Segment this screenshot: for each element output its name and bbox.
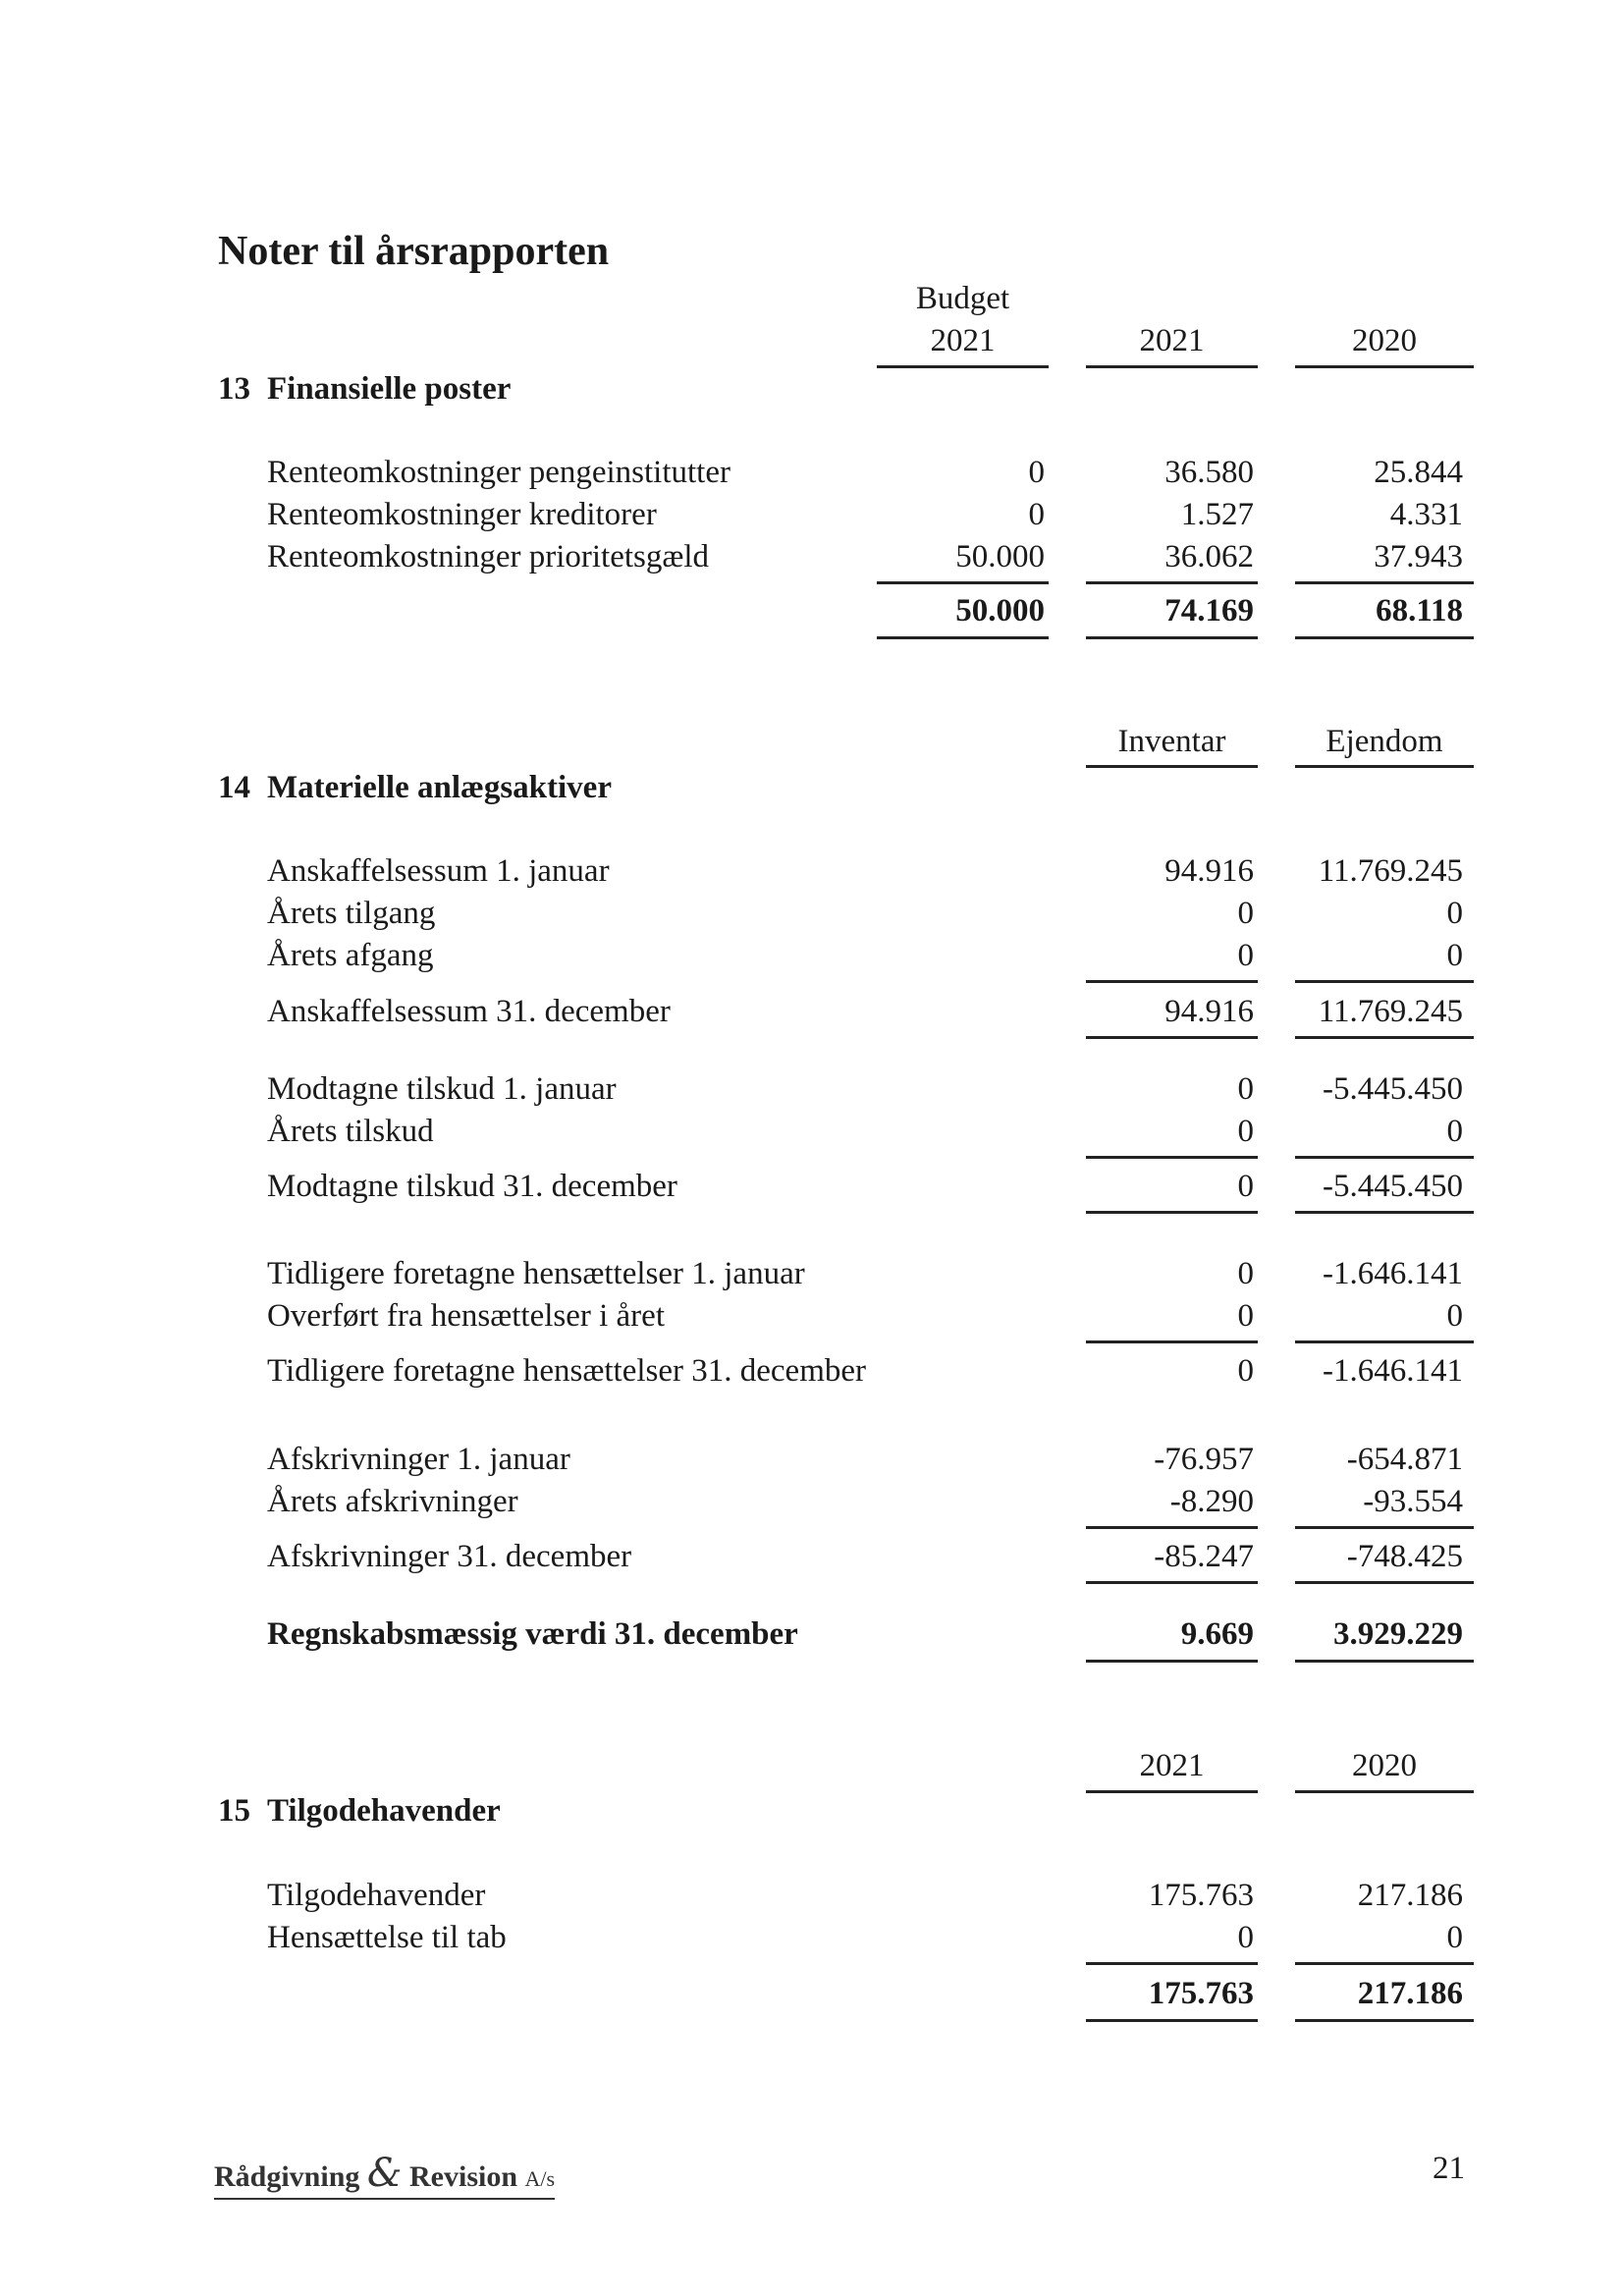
total-label: Regnskabsmæssig værdi 31. december [267, 1616, 798, 1652]
row-value-2020: 37.943 [1374, 539, 1463, 574]
subtotal-rule [1086, 1962, 1258, 1965]
total-rule [1086, 636, 1258, 639]
row-label: Tidligere foretagne hensættelser 1. januar [267, 1256, 805, 1291]
total-inventar: 9.669 [1180, 1616, 1254, 1652]
row-value-ejendom: -1.646.141 [1323, 1256, 1463, 1291]
row-value-inventar: 0 [1237, 896, 1254, 931]
header-rule [1086, 765, 1258, 768]
row-value-inventar: -76.957 [1154, 1442, 1254, 1477]
row-value-2021: 0 [1237, 1920, 1254, 1955]
row-value-inventar: 0 [1237, 1114, 1254, 1149]
subtotal-rule [1295, 1962, 1474, 1965]
note-heading: Tilgodehavender [267, 1793, 501, 1829]
row-value-2020: 25.844 [1374, 455, 1463, 490]
row-value-budget: 0 [1028, 497, 1045, 532]
row-value-ejendom: -5.445.450 [1323, 1169, 1463, 1204]
col-header-2021: 2021 [1139, 1748, 1205, 1783]
total-rule [877, 636, 1049, 639]
total-rule [1086, 1660, 1258, 1663]
subtotal-rule [1086, 1526, 1258, 1529]
row-label: Renteomkostninger prioritetsgæld [267, 539, 710, 574]
col-header-inventar: Inventar [1117, 724, 1226, 759]
note-number: 14 [218, 770, 250, 805]
total-ejendom: 3.929.229 [1333, 1616, 1463, 1652]
row-value-ejendom: -1.646.141 [1323, 1353, 1463, 1389]
row-value-inventar: 0 [1237, 1256, 1254, 1291]
company-name-part2: Revision [409, 2160, 518, 2193]
row-label: Tilgodehavender [267, 1878, 486, 1913]
total-rule [1295, 2019, 1474, 2022]
row-label: Årets tilskud [267, 1114, 434, 1149]
row-label: Årets afskrivninger [267, 1484, 518, 1519]
row-value-ejendom: -654.871 [1346, 1442, 1463, 1477]
total-rule [1295, 636, 1474, 639]
row-label: Anskaffelsessum 31. december [267, 994, 671, 1029]
total-rule [1086, 1036, 1258, 1039]
subtotal-rule [1086, 581, 1258, 584]
note-heading: Finansielle poster [267, 371, 512, 407]
total-rule [1295, 1211, 1474, 1214]
row-value-budget: 50.000 [955, 539, 1045, 574]
total-budget: 50.000 [955, 593, 1045, 629]
total-2020: 68.118 [1376, 593, 1463, 629]
note-number: 15 [218, 1793, 250, 1829]
row-label: Hensættelse til tab [267, 1920, 507, 1955]
total-rule [1086, 1211, 1258, 1214]
total-2021: 74.169 [1164, 593, 1254, 629]
row-value-2020: 217.186 [1357, 1878, 1463, 1913]
row-value-inventar: -85.247 [1154, 1539, 1254, 1574]
total-rule [1086, 2019, 1258, 2022]
row-label: Afskrivninger 31. december [267, 1539, 632, 1574]
row-value-2020: 0 [1446, 1920, 1463, 1955]
page-number: 21 [1433, 2151, 1465, 2186]
row-label: Modtagne tilskud 31. december [267, 1169, 677, 1204]
col-header-budget-year: 2021 [930, 323, 996, 358]
subtotal-rule [1295, 1526, 1474, 1529]
row-value-inventar: 0 [1237, 1353, 1254, 1389]
row-value-inventar: 94.916 [1164, 853, 1254, 889]
header-rule [1295, 765, 1474, 768]
subtotal-rule [1295, 1340, 1474, 1343]
col-header-2020: 2020 [1352, 323, 1417, 358]
row-value-ejendom: -93.554 [1363, 1484, 1463, 1519]
company-logo [214, 2151, 555, 2200]
row-value-2020: 4.331 [1389, 497, 1463, 532]
header-rule [1295, 1790, 1474, 1793]
row-value-2021: 36.062 [1164, 539, 1254, 574]
total-2020: 217.186 [1357, 1976, 1463, 2011]
note-heading: Materielle anlægsaktiver [267, 770, 612, 805]
subtotal-rule [1086, 1156, 1258, 1159]
company-suffix: A/s [524, 2166, 556, 2191]
page-title: Noter til årsrapporten [218, 229, 610, 274]
row-label: Anskaffelsessum 1. januar [267, 853, 610, 889]
row-value-2021: 36.580 [1164, 455, 1254, 490]
subtotal-rule [1086, 1340, 1258, 1343]
header-rule [1086, 1790, 1258, 1793]
subtotal-rule [1295, 581, 1474, 584]
row-value-ejendom: -5.445.450 [1323, 1071, 1463, 1107]
row-label: Renteomkostninger pengeinstitutter [267, 455, 730, 490]
row-label: Overført fra hensættelser i året [267, 1298, 665, 1334]
row-value-inventar: 94.916 [1164, 994, 1254, 1029]
header-rule [1295, 365, 1474, 368]
col-header-ejendom: Ejendom [1325, 724, 1443, 759]
header-rule [1086, 365, 1258, 368]
row-value-inventar: 0 [1237, 1169, 1254, 1204]
row-value-ejendom: -748.425 [1346, 1539, 1463, 1574]
note-number: 13 [218, 371, 250, 407]
col-header-2021: 2021 [1139, 323, 1205, 358]
row-value-ejendom: 0 [1446, 938, 1463, 973]
row-label: Modtagne tilskud 1. januar [267, 1071, 617, 1107]
col-header-budget-label: Budget [915, 281, 1010, 316]
ampersand-logo-mark: & [366, 2151, 403, 2196]
subtotal-rule [1086, 980, 1258, 983]
row-value-ejendom: 11.769.245 [1318, 853, 1463, 889]
total-rule [1295, 1036, 1474, 1039]
row-label: Årets afgang [267, 938, 434, 973]
row-value-ejendom: 0 [1446, 1298, 1463, 1334]
row-label: Tidligere foretagne hensættelser 31. december [267, 1353, 867, 1389]
row-value-ejendom: 0 [1446, 896, 1463, 931]
subtotal-rule [1295, 980, 1474, 983]
subtotal-rule [877, 581, 1049, 584]
total-rule [1295, 1660, 1474, 1663]
subtotal-rule [1295, 1156, 1474, 1159]
row-label: Afskrivninger 1. januar [267, 1442, 570, 1477]
header-rule [877, 365, 1049, 368]
col-header-2020: 2020 [1352, 1748, 1417, 1783]
total-rule [1295, 1581, 1474, 1584]
row-label: Renteomkostninger kreditorer [267, 497, 657, 532]
company-name-part1: Rådgivning [214, 2160, 360, 2193]
row-label: Årets tilgang [267, 896, 436, 931]
row-value-inventar: 0 [1237, 938, 1254, 973]
row-value-inventar: -8.290 [1169, 1484, 1254, 1519]
total-2021: 175.763 [1148, 1976, 1254, 2011]
row-value-inventar: 0 [1237, 1071, 1254, 1107]
row-value-2021: 175.763 [1148, 1878, 1254, 1913]
row-value-budget: 0 [1028, 455, 1045, 490]
row-value-ejendom: 0 [1446, 1114, 1463, 1149]
row-value-2021: 1.527 [1180, 497, 1254, 532]
row-value-ejendom: 11.769.245 [1318, 994, 1463, 1029]
total-rule [1086, 1581, 1258, 1584]
row-value-inventar: 0 [1237, 1298, 1254, 1334]
